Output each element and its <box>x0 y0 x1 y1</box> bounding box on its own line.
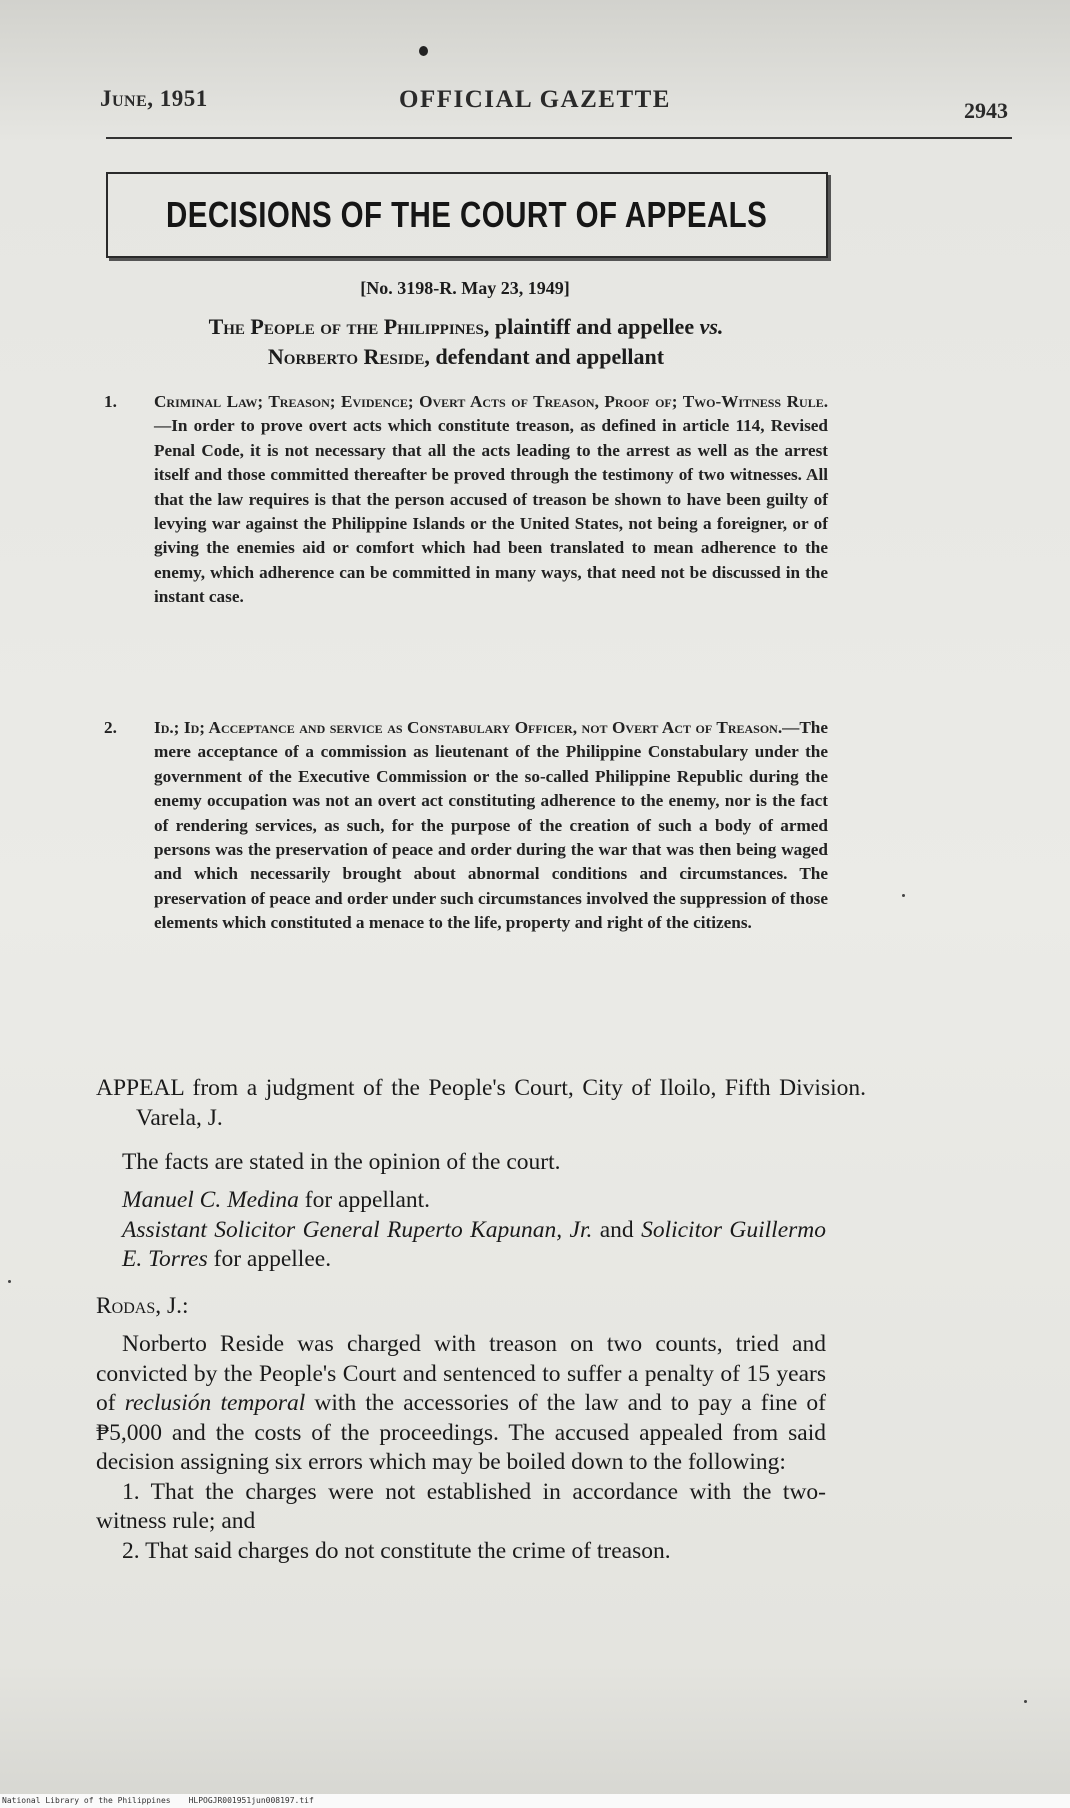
appellee-counsel-2: Solicitor Guillermo E. Torres <box>122 1216 826 1272</box>
syllabus-item <box>104 716 828 936</box>
bullet-dot-icon <box>419 46 428 56</box>
case-parties <box>96 312 836 372</box>
case-number-date: [No. 3198-R. May 23, 1949] <box>360 278 570 298</box>
header-publication: OFFICIAL GAZETTE <box>399 86 671 113</box>
header-rule <box>106 137 1012 139</box>
syllabus-heading: Id.; Id; Acceptance and service as Constabulary Officer, not Overt Act of Treason. <box>154 718 783 737</box>
footer-library: National Library of the Philippines <box>2 1796 171 1805</box>
header-date: June, 1951 <box>100 86 208 111</box>
appellee-counsel-1: Assistant Solicitor General Ruperto Kapunan, Jr. <box>122 1216 593 1243</box>
section-title: DECISIONS OF THE COURT OF APPEALS <box>166 194 768 235</box>
counsel-block <box>96 1186 826 1275</box>
appellee-and: and <box>592 1216 642 1243</box>
scan-speck <box>902 894 905 897</box>
syllabus-number: 1. <box>104 392 117 411</box>
opinion-paragraph <box>96 1330 826 1478</box>
section-title-box <box>106 172 828 258</box>
page-number: 2943 <box>964 98 1008 123</box>
opinion-text: Norberto Reside was charged with treason on two counts, tried and convicted by the People's Court and sentenced to suffer a penalty of 15 years of <box>96 1331 826 1416</box>
versus: vs. <box>699 314 724 339</box>
opinion-list-item: 2. That said charges do not constitute the crime of treason. <box>122 1537 671 1564</box>
syllabus-text: —The mere acceptance of a commission as lieutenant of the Philippine Constabulary under the government of the Executive Commission or the so-called Philippine Republic during the enemy occupation was not an overt act constituting adherence to the enemy, nor is the fact of rendering services, as such, for the purpose of the creation of such a body of armed persons was the preservation of peace and order during the war that was then being waged and which necessarily brought about abnormal conditions and circumstances. The preservation of peace and order under such circumstances involved the suppression of those elements which constituted a menace to the life, property and right of the citizens. <box>154 718 828 933</box>
syllabus-text: —In order to prove overt acts which constitute treason, as defined in article 114, Revised Penal Code, it is not necessary that all the acts leading to the arrest as well as the arrest itself and those committed thereafter be proved through the testimony of two witnesses. All that the law requires is that the person accused of treason be shown to have been guilty of levying war against the Philippine Islands or the United States, not being a foreigner, or of giving the enemies aid or comfort which had been translated to mean adherence to the enemy, which adherence can be committed in many ways, that need not be discussed in the instant case. <box>154 416 828 607</box>
party-plaintiff: The People of the Philippines, <box>208 314 490 339</box>
appeal-paragraph <box>96 1074 866 1133</box>
appellant-role: for appellant. <box>298 1187 431 1213</box>
syllabus-number: 2. <box>104 718 117 737</box>
opinion-text: with the accessories of the law and to pay a fine of ₱5,000 and the costs of the proceedings. The accused appealed from said decision assigning six errors which may be boiled down to the following: <box>96 1390 826 1475</box>
party-defendant-role: defendant and appellant <box>429 344 665 369</box>
opinion-body <box>96 1330 826 1566</box>
appeal-text: from a judgment of the People's Court, City of Iloilo, Fifth Division. Varela, J. <box>136 1075 866 1131</box>
facts-statement: The facts are stated in the opinion of the court. <box>122 1149 561 1175</box>
opinion-list-item: 1. That the charges were not established in accordance with the two-witness rule; and <box>96 1478 826 1534</box>
appeal-lead: APPEAL <box>96 1075 184 1101</box>
party-plaintiff-role: plaintiff and appellee <box>489 314 700 339</box>
scan-speck <box>1024 1700 1027 1703</box>
opinion-italic: reclusión temporal <box>124 1390 306 1416</box>
syllabus-item <box>104 390 828 610</box>
scan-footer <box>0 1794 1070 1808</box>
judge-name: Rodas, J.: <box>96 1293 189 1319</box>
party-defendant: Norberto Reside, <box>267 344 430 369</box>
footer-file: HLPOGJR001951jun008197.tif <box>188 1796 314 1805</box>
appellant-counsel: Manuel C. Medina <box>122 1187 299 1213</box>
scan-speck <box>8 1280 11 1283</box>
syllabus-heading: Criminal Law; Treason; Evidence; Overt Acts of Treason, Proof of; Two-Witness Rule. <box>154 392 828 411</box>
appellee-role: for appellee. <box>207 1246 332 1272</box>
